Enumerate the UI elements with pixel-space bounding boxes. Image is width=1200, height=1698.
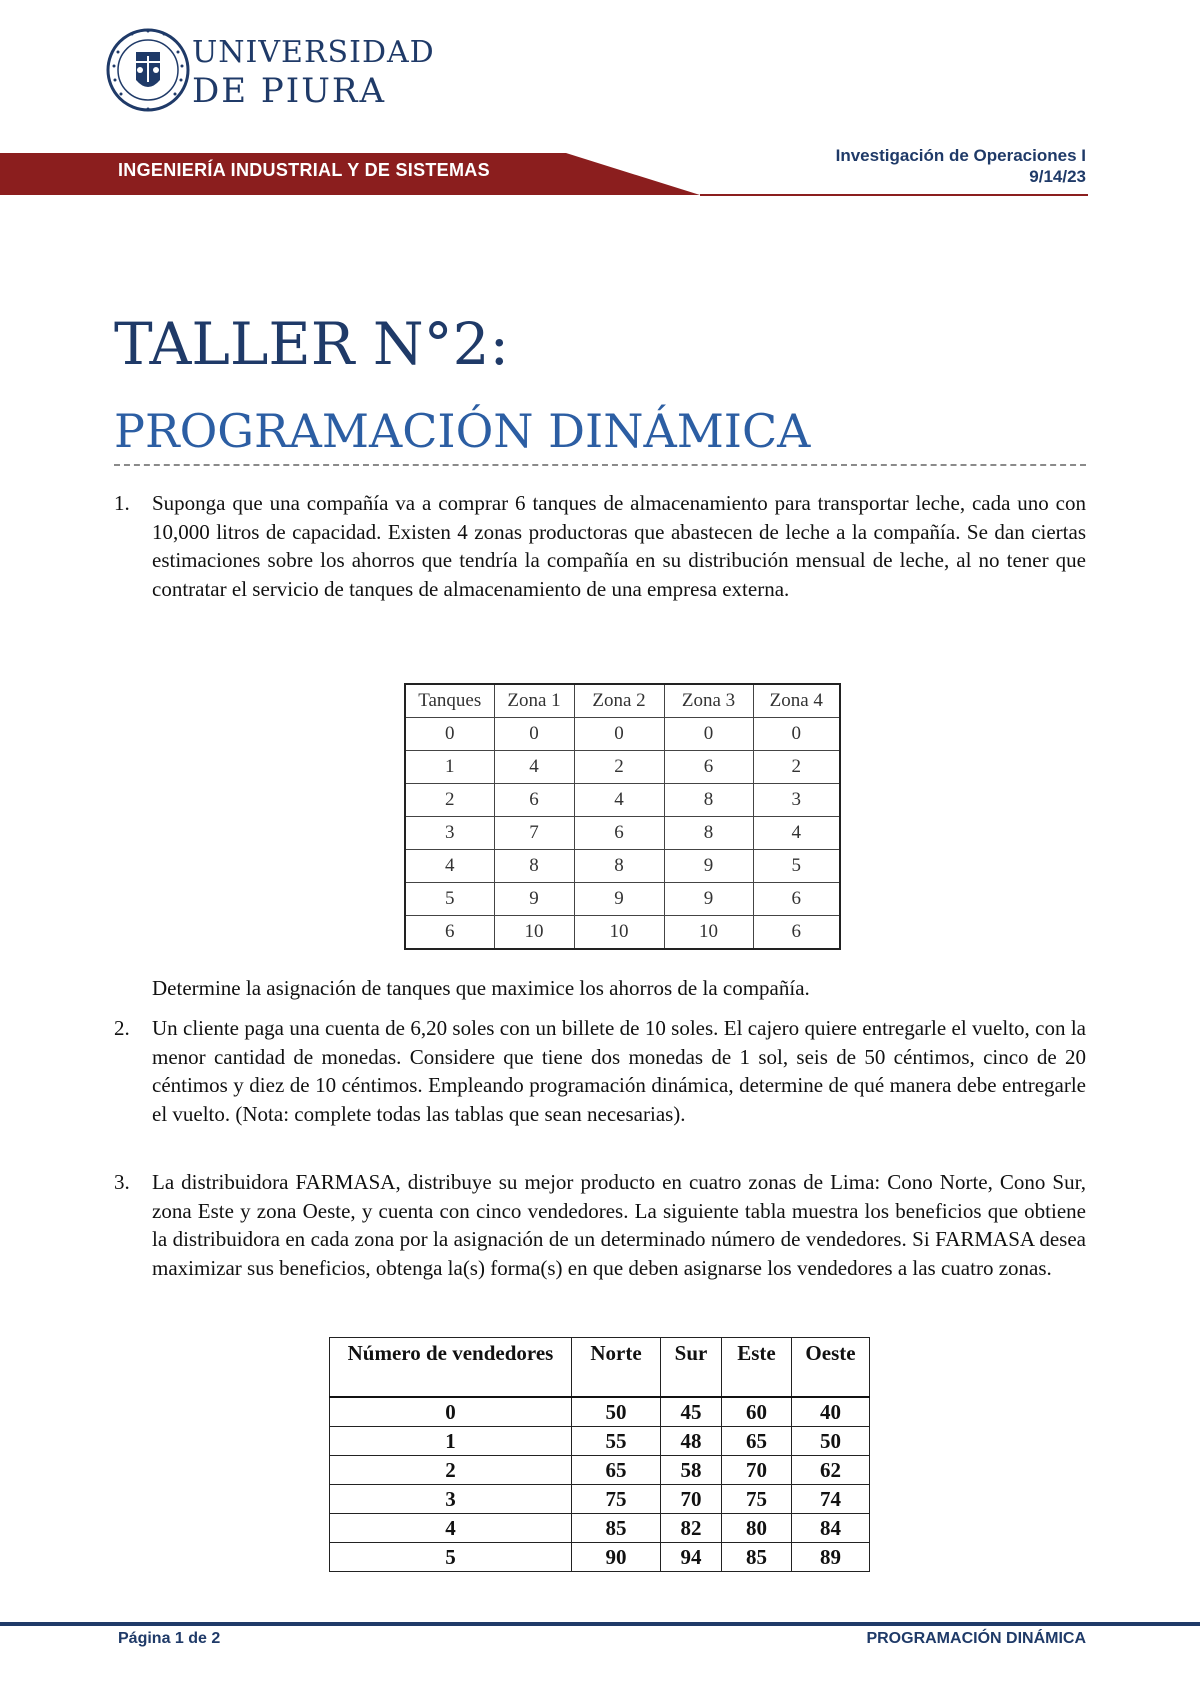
table-header-cell: Oeste: [792, 1338, 870, 1398]
table-header-cell: Zona 3: [664, 684, 753, 718]
table-cell: 62: [792, 1456, 870, 1485]
problem-3-number: 3.: [114, 1170, 130, 1194]
page-number: Página 1 de 2: [118, 1630, 221, 1647]
table-row: [330, 1514, 870, 1543]
university-name-line2: DE PIURA: [192, 71, 387, 111]
footer-divider: [0, 1622, 1200, 1626]
table-header-cell: Zona 4: [753, 684, 840, 718]
table-cell: 0: [664, 718, 753, 751]
table-cell: 70: [722, 1456, 792, 1485]
table-row: [405, 751, 840, 784]
table-cell: 74: [792, 1485, 870, 1514]
university-logo: [104, 22, 435, 122]
course-name: Investigación de Operaciones I: [835, 146, 1086, 165]
table-cell: 6: [494, 784, 574, 817]
table-cell: 85: [722, 1543, 792, 1572]
table-header-cell: Zona 1: [494, 684, 574, 718]
table-cell: 1: [405, 751, 494, 784]
table-cell: 8: [494, 850, 574, 883]
table-cell: 84: [792, 1514, 870, 1543]
problem-3-text: La distribuidora FARMASA, distribuye su mejor producto en cuatro zonas de Lima: Cono Norte, Cono Sur, zona Este y zona Oeste, y cuenta con cinco vendedores. La siguiente tabla muestra los beneficios que obtiene la distribuidora en cada zona por la asignación de un determinado número de vendedores. Si FARMASA desea maximizar sus beneficios, obtenga la(s) forma(s) en que deben asignarse los vendedores a las cuatro zonas.: [152, 1170, 1086, 1280]
table-cell: 80: [722, 1514, 792, 1543]
table-cell: 55: [572, 1427, 661, 1456]
table-row: [405, 883, 840, 916]
table-cell: 4: [405, 850, 494, 883]
table-cell: 9: [494, 883, 574, 916]
table-header-row: [405, 684, 840, 718]
table-cell: 58: [661, 1456, 722, 1485]
table-cell: 3: [405, 817, 494, 850]
table-cell: 82: [661, 1514, 722, 1543]
table-cell: 6: [753, 916, 840, 950]
table-row: [405, 718, 840, 751]
table-cell: 2: [405, 784, 494, 817]
table-cell: 85: [572, 1514, 661, 1543]
table-cell: 65: [722, 1427, 792, 1456]
course-info: [836, 145, 1086, 187]
table-cell: 2: [574, 751, 664, 784]
table-cell: 45: [661, 1397, 722, 1427]
problem-1-question: Determine la asignación de tanques que maximice los ahorros de la compañía.: [152, 976, 810, 1000]
table-cell: 4: [330, 1514, 572, 1543]
table-row: [330, 1543, 870, 1572]
table-row: [330, 1427, 870, 1456]
table-cell: 6: [574, 817, 664, 850]
footer-section-title: PROGRAMACIÓN DINÁMICA: [866, 1630, 1086, 1647]
table-cell: 10: [574, 916, 664, 950]
table-cell: 60: [722, 1397, 792, 1427]
problem-2-number: 2.: [114, 1016, 130, 1040]
problem-1-text: Suponga que una compañía va a comprar 6 tanques de almacenamiento para transportar leche, cada uno con 10,000 litros de capacidad. Existen 4 zonas productoras que abastecen de leche a la compañía. Se dan ciertas estimaciones sobre los ahorros que tendría la compañía en su distribución mensual de leche, al no tener que contratar el servicio de tanques de almacenamiento de una empresa externa.: [152, 491, 1086, 601]
table-cell: 0: [330, 1397, 572, 1427]
table-cell: 9: [574, 883, 664, 916]
table-cell: 5: [330, 1543, 572, 1572]
page-title: TALLER N°2:: [114, 310, 510, 378]
salesmen-table: [329, 1337, 870, 1572]
table-cell: 0: [494, 718, 574, 751]
table-cell: 90: [572, 1543, 661, 1572]
table-row: [405, 817, 840, 850]
university-name-line1: UNIVERSIDAD: [192, 35, 435, 70]
table-header-cell: Norte: [572, 1338, 661, 1398]
table-row: [405, 916, 840, 950]
table-cell: 75: [722, 1485, 792, 1514]
table-header-cell: Tanques: [405, 684, 494, 718]
table-cell: 3: [753, 784, 840, 817]
title-divider: [114, 464, 1086, 466]
table-cell: 6: [405, 916, 494, 950]
table-row: [330, 1397, 870, 1427]
problem-2-text: Un cliente paga una cuenta de 6,20 soles con un billete de 10 soles. El cajero quiere entregarle el vuelto, con la menor cantidad de monedas. Considere que tiene dos monedas de 1 sol, seis de 50 céntimos, cinco de 20 céntimos y diez de 10 céntimos. Empleando programación dinámica, determine de qué manera debe entregarle el vuelto. (Nota: complete todas las tablas que sean necesarias).: [152, 1016, 1086, 1126]
table-cell: 6: [664, 751, 753, 784]
table-header-cell: Zona 2: [574, 684, 664, 718]
table-cell: 8: [664, 784, 753, 817]
table-cell: 50: [572, 1397, 661, 1427]
table-cell: 5: [405, 883, 494, 916]
table-header-row: [330, 1338, 870, 1398]
table-header-cell: Número de vendedores: [330, 1338, 572, 1398]
table-cell: 5: [753, 850, 840, 883]
table-row: [330, 1485, 870, 1514]
page-subtitle: PROGRAMACIÓN DINÁMICA: [114, 404, 811, 458]
department-label: INGENIERÍA INDUSTRIAL Y DE SISTEMAS: [118, 160, 490, 180]
table-cell: 10: [494, 916, 574, 950]
table-cell: 10: [664, 916, 753, 950]
table-cell: 0: [405, 718, 494, 751]
table-cell: 65: [572, 1456, 661, 1485]
table-cell: 1: [330, 1427, 572, 1456]
table-cell: 9: [664, 850, 753, 883]
table-cell: 48: [661, 1427, 722, 1456]
table-cell: 4: [753, 817, 840, 850]
table-cell: 8: [574, 850, 664, 883]
table-header-cell: Sur: [661, 1338, 722, 1398]
course-date: 9/14/23: [1029, 167, 1086, 186]
table-cell: 2: [753, 751, 840, 784]
table-cell: 9: [664, 883, 753, 916]
table-cell: 75: [572, 1485, 661, 1514]
university-name: [192, 35, 435, 111]
table-cell: 70: [661, 1485, 722, 1514]
table-cell: 6: [753, 883, 840, 916]
table-row: [405, 850, 840, 883]
table-cell: 4: [494, 751, 574, 784]
table-cell: 2: [330, 1456, 572, 1485]
table-cell: 0: [574, 718, 664, 751]
table-cell: 89: [792, 1543, 870, 1572]
table-cell: 94: [661, 1543, 722, 1572]
table-cell: 7: [494, 817, 574, 850]
table-cell: 0: [753, 718, 840, 751]
table-cell: 50: [792, 1427, 870, 1456]
problem-1-number: 1.: [114, 491, 130, 515]
university-seal-icon: [104, 22, 192, 122]
table-row: [405, 784, 840, 817]
table-cell: 3: [330, 1485, 572, 1514]
table-header-cell: Este: [722, 1338, 792, 1398]
table-cell: 4: [574, 784, 664, 817]
table-cell: 8: [664, 817, 753, 850]
table-cell: 40: [792, 1397, 870, 1427]
table-row: [330, 1456, 870, 1485]
savings-table: [404, 683, 841, 950]
